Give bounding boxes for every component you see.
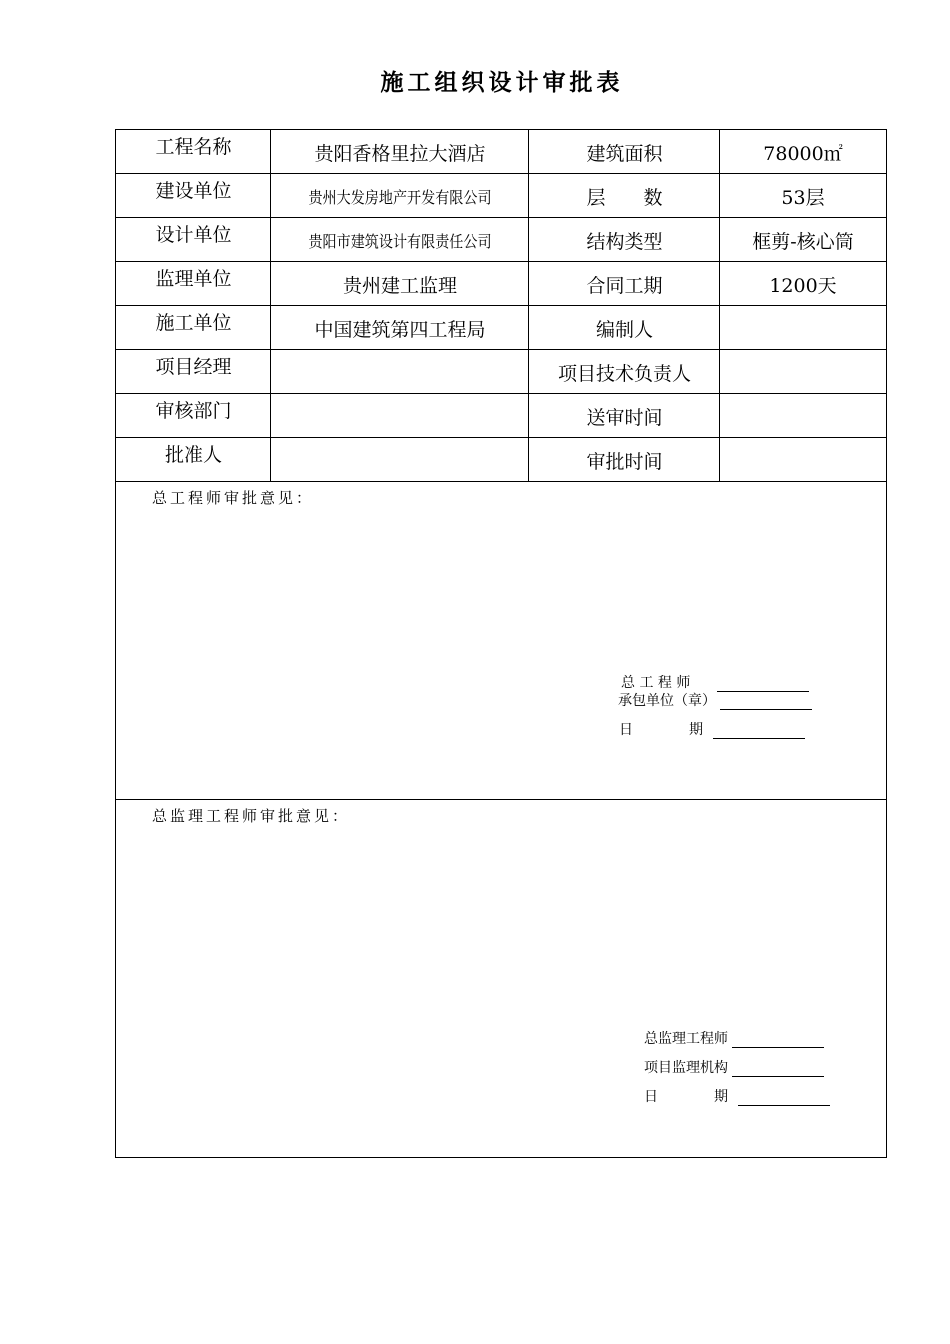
row-3-label xyxy=(115,217,271,262)
approval-form xyxy=(115,129,887,1158)
row-5-value[interactable] xyxy=(270,305,529,350)
chief-supervisor-sig-line[interactable] xyxy=(732,1033,824,1048)
row-5-label2 xyxy=(528,305,720,350)
chief-engineer-opinion-label: 总工程师审批意见： xyxy=(152,489,315,507)
row-5-value-text: 中国建筑第四工程局 xyxy=(314,318,486,341)
row-4-label xyxy=(115,261,271,306)
row-6-value[interactable] xyxy=(270,349,529,394)
chief-supervisor-opinion-label: 总监理工程师审批意见： xyxy=(152,807,351,825)
row-2-value2-text: 53层 xyxy=(781,186,825,209)
row-8-label-text: 批准人 xyxy=(164,444,222,466)
row-4-label-text: 监理单位 xyxy=(155,268,232,290)
row-8-label2 xyxy=(528,437,720,482)
row-6-label2 xyxy=(528,349,720,394)
contractor-stamp-line[interactable] xyxy=(720,695,812,710)
row-8-label2-text: 审批时间 xyxy=(586,450,663,473)
row-2-label xyxy=(115,173,271,218)
row-5-label xyxy=(115,305,271,350)
row-3-value2-text: 框剪-核心筒 xyxy=(752,230,854,253)
page-title: 施工组织设计审批表 xyxy=(380,70,624,96)
row-6-label xyxy=(115,349,271,394)
chief-engineer-date-label: 日 期 xyxy=(619,722,703,738)
chief-supervisor-date-line[interactable] xyxy=(738,1091,830,1106)
row-3-value[interactable] xyxy=(270,217,529,262)
row-2-value2[interactable] xyxy=(719,173,887,218)
row-5-label2-text: 编制人 xyxy=(595,318,653,341)
chief-engineer-section xyxy=(115,481,887,799)
row-7-label-text: 审核部门 xyxy=(155,400,232,422)
row-6-label-text: 项目经理 xyxy=(155,356,232,378)
row-4-label2 xyxy=(528,261,720,306)
row-4-label2-text: 合同工期 xyxy=(586,274,663,297)
row-2-value[interactable] xyxy=(270,173,529,218)
chief-supervisor-signature xyxy=(644,1028,824,1048)
row-3-value-text: 贵阳市建筑设计有限责任公司 xyxy=(308,231,492,251)
row-4-value-text: 贵州建工监理 xyxy=(342,274,457,297)
row-4-value2-text: 1200天 xyxy=(769,274,837,297)
row-7-value[interactable] xyxy=(270,393,529,438)
chief-engineer-date-line[interactable] xyxy=(713,724,805,739)
row-3-label-text: 设计单位 xyxy=(155,224,232,246)
chief-engineer-date xyxy=(619,719,805,739)
row-1-label xyxy=(115,129,271,174)
chief-supervisor-section xyxy=(115,799,887,1158)
row-8-value2[interactable] xyxy=(719,437,887,482)
row-5-label-text: 施工单位 xyxy=(155,312,232,334)
row-3-label2-text: 结构类型 xyxy=(586,230,663,253)
row-1-value[interactable] xyxy=(270,129,529,174)
chief-engineer-sig-label: 总 工 程 师 xyxy=(621,675,691,691)
row-7-value2[interactable] xyxy=(719,393,887,438)
row-1-label2-text: 建筑面积 xyxy=(586,142,663,165)
chief-supervisor-date xyxy=(644,1086,830,1106)
chief-engineer-signature xyxy=(621,672,809,692)
row-2-value-text: 贵州大发房地产开发有限公司 xyxy=(308,187,492,207)
supervision-org xyxy=(644,1057,824,1077)
row-8-value[interactable] xyxy=(270,437,529,482)
supervision-org-label: 项目监理机构 xyxy=(644,1060,728,1076)
row-7-label xyxy=(115,393,271,438)
row-6-label2-text: 项目技术负责人 xyxy=(557,362,691,385)
row-4-value2[interactable] xyxy=(719,261,887,306)
row-1-value-text: 贵阳香格里拉大酒店 xyxy=(314,142,486,165)
row-1-value2[interactable] xyxy=(719,129,887,174)
contractor-stamp-label: 承包单位（章） xyxy=(618,693,716,709)
row-8-label xyxy=(115,437,271,482)
row-2-label-text: 建设单位 xyxy=(155,180,232,202)
row-6-value2[interactable] xyxy=(719,349,887,394)
row-3-label2 xyxy=(528,217,720,262)
row-5-value2[interactable] xyxy=(719,305,887,350)
chief-supervisor-sig-label: 总监理工程师 xyxy=(644,1031,728,1047)
row-4-value[interactable] xyxy=(270,261,529,306)
row-1-label-text: 工程名称 xyxy=(155,136,232,158)
supervision-org-line[interactable] xyxy=(732,1062,824,1077)
row-1-label2 xyxy=(528,129,720,174)
contractor-stamp xyxy=(618,690,812,710)
row-1-value2-text: 78000㎡ xyxy=(763,142,843,165)
row-7-label2 xyxy=(528,393,720,438)
row-2-label2-text: 层 数 xyxy=(586,186,663,209)
row-3-value2[interactable] xyxy=(719,217,887,262)
row-7-label2-text: 送审时间 xyxy=(586,406,663,429)
row-2-label2 xyxy=(528,173,720,218)
chief-supervisor-date-label: 日 期 xyxy=(644,1089,728,1105)
